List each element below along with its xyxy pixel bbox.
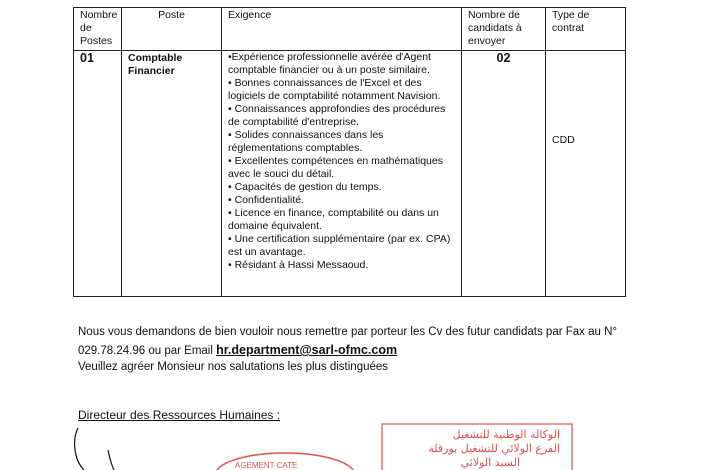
- requirement-item: • Capacités de gestion du temps.: [228, 181, 382, 193]
- arabic-stamp-line: الفرع الولائي للتشغيل بورقلة: [428, 442, 560, 455]
- header-nombre-postes: Nombre de Postes: [74, 8, 122, 51]
- requirement-item: • Excellentes compétences en mathématiques avec le souci du détail.: [228, 155, 443, 180]
- header-exigence: Exigence: [222, 8, 462, 51]
- arabic-stamp-line: الوكالة الوطنية للتشغيل: [452, 428, 560, 441]
- round-stamp-text: AGEMENT CATE: [235, 461, 298, 470]
- requirement-item: • Connaissances approfondies des procédures de comptabilité d'entreprise.: [228, 103, 446, 128]
- header-type-contrat: Type de contrat: [546, 8, 626, 51]
- table-row: [74, 51, 626, 297]
- requirement-item: • Solides connaissances dans les réglementations comptables.: [228, 129, 384, 154]
- signatory-title: Directeur des Ressources Humaines :: [78, 408, 281, 422]
- request-line-2: [78, 342, 397, 359]
- signature-stroke: [75, 428, 84, 470]
- arabic-stamp-line: السيد الولائي: [460, 456, 520, 469]
- cell-type-contrat: CDD: [546, 51, 626, 297]
- table-header-row: [74, 8, 626, 51]
- signature-stroke: [108, 450, 114, 470]
- requirement-item: • Bonnes connaissances de l'Excel et des logiciels de comptabilité notamment Navision.: [228, 77, 441, 102]
- job-offer-table: [73, 7, 626, 297]
- request-line-1: Nous vous demandons de bien vouloir nous remettre par porteur les Cv des futur candidats par Fax au N°: [78, 326, 617, 338]
- requirements-list: [228, 51, 455, 272]
- cell-nombre-candidats: 02: [462, 51, 546, 297]
- requirement-item: • Une certification supplémentaire (par ex. CPA) est un avantage.: [228, 233, 451, 258]
- cell-poste: Comptable Financier: [122, 51, 222, 297]
- email-link[interactable]: hr.department@sarl-ofmc.com: [216, 343, 398, 357]
- cell-nombre-postes: 01: [74, 51, 122, 297]
- requirement-item: • Confidentialité.: [228, 194, 305, 206]
- fax-text: 029.78.24.96 ou par Email: [78, 345, 217, 357]
- header-poste: Poste: [122, 8, 222, 51]
- requirement-item: •Expérience professionnelle avérée d'Agent comptable financier ou à un poste similaire.: [228, 51, 431, 76]
- closing-line: Veuillez agréer Monsieur nos salutations les plus distinguées: [78, 361, 389, 373]
- header-nombre-candidats: Nombre de candidats à envoyer: [462, 8, 546, 51]
- requirement-item: • Résidant à Hassi Messaoud.: [228, 259, 369, 271]
- signature-and-stamps: [0, 420, 702, 470]
- requirement-item: • Licence en finance, comptabilité ou dans un domaine équivalent.: [228, 207, 439, 232]
- cell-exigence: [222, 51, 462, 297]
